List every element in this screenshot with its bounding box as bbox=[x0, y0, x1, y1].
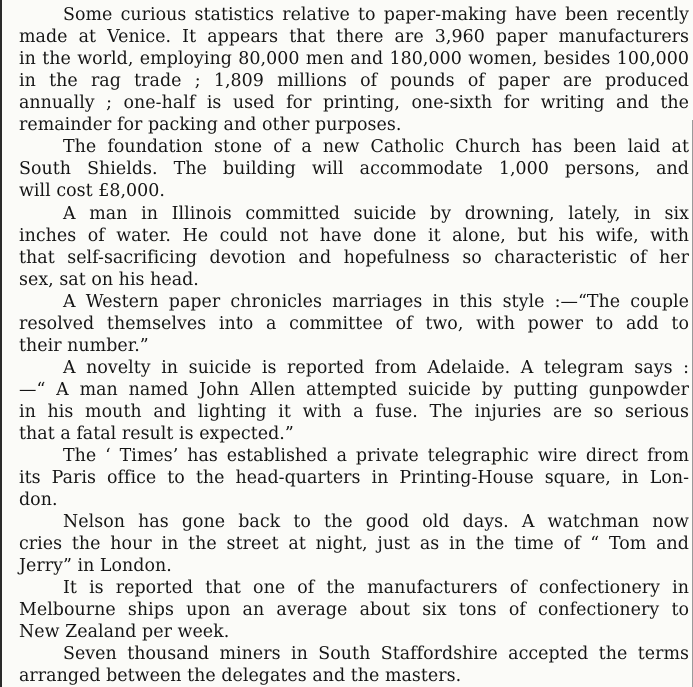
paragraph-7-line-3: Jerry” in London. bbox=[19, 556, 172, 576]
paragraph-4-line-2: resolved themselves into a committee of two, with power to add to bbox=[19, 314, 689, 334]
paragraph-3-line-4: sex, sat on his head. bbox=[19, 270, 199, 290]
paragraph-7-line-2: cries the hour in the street at night, just as in the time of “ Tom and bbox=[19, 534, 689, 554]
paragraph-1-line-2: made at Venice. It appears that there are 3,960 paper manufacturers bbox=[19, 27, 689, 47]
paragraph-5-line-2: —“ A man named John Allen attempted suicide by putting gunpowder bbox=[19, 380, 689, 400]
paragraph-7-line-1: Nelson has gone back to the good old days. A watchman now bbox=[63, 512, 689, 532]
paragraph-5-line-1: A novelty in suicide is reported from Adelaide. A telegram says : bbox=[63, 358, 689, 378]
paragraph-9-line-2: arranged between the delegates and the masters. bbox=[19, 666, 462, 686]
paragraph-8-line-2: Melbourne ships upon an average about six tons of confectionery to bbox=[19, 600, 689, 620]
paragraph-8-line-3: New Zealand per week. bbox=[19, 622, 230, 642]
paragraph-1-line-1: Some curious statistics relative to paper-making have been recently bbox=[63, 5, 689, 25]
paragraph-1-line-4: in the rag trade ; 1,809 millions of pounds of paper are produced bbox=[19, 71, 689, 91]
paragraph-4-line-1: A Western paper chronicles marriages in this style :—“The couple bbox=[63, 292, 689, 312]
paragraph-1-line-6: remainder for packing and other purposes. bbox=[19, 115, 402, 135]
paragraph-3-line-2: inches of water. He could not have done it alone, but his wife, with bbox=[19, 226, 689, 246]
paragraph-5-line-3: in his mouth and lighting it with a fuse. The injuries are so serious bbox=[19, 402, 689, 422]
paragraph-9-line-1: Seven thousand miners in South Staffordshire accepted the terms bbox=[63, 644, 689, 664]
paragraph-2-line-2: South Shields. The building will accommodate 1,000 persons, and bbox=[19, 159, 689, 179]
paragraph-3-line-3: that self-sacrificing devotion and hopefulness so characteristic of her bbox=[19, 248, 689, 268]
paragraph-4-line-3: their number.” bbox=[19, 336, 149, 356]
paragraph-3-line-1: A man in Illinois committed suicide by drowning, lately, in six bbox=[63, 204, 689, 224]
paragraph-2-line-3: will cost £8,000. bbox=[19, 181, 165, 201]
paragraph-2-line-1: The foundation stone of a new Catholic Church has been laid at bbox=[63, 137, 689, 157]
paragraph-6-line-3: don. bbox=[19, 490, 58, 510]
paragraph-1-line-3: in the world, employing 80,000 men and 180,000 women, besides 100,000 bbox=[19, 49, 689, 69]
paragraph-6-line-1: The ‘ Times’ has established a private telegraphic wire direct from bbox=[63, 446, 689, 466]
paragraph-8-line-1: It is reported that one of the manufacturers of confectionery in bbox=[63, 578, 689, 598]
paragraph-6-line-2: its Paris office to the head-quarters in Printing-House square, in Lon- bbox=[19, 468, 689, 488]
paragraph-1-line-5: annually ; one-half is used for printing, one-sixth for writing and the bbox=[19, 93, 689, 113]
paragraph-5-line-4: that a fatal result is expected.” bbox=[19, 424, 294, 444]
